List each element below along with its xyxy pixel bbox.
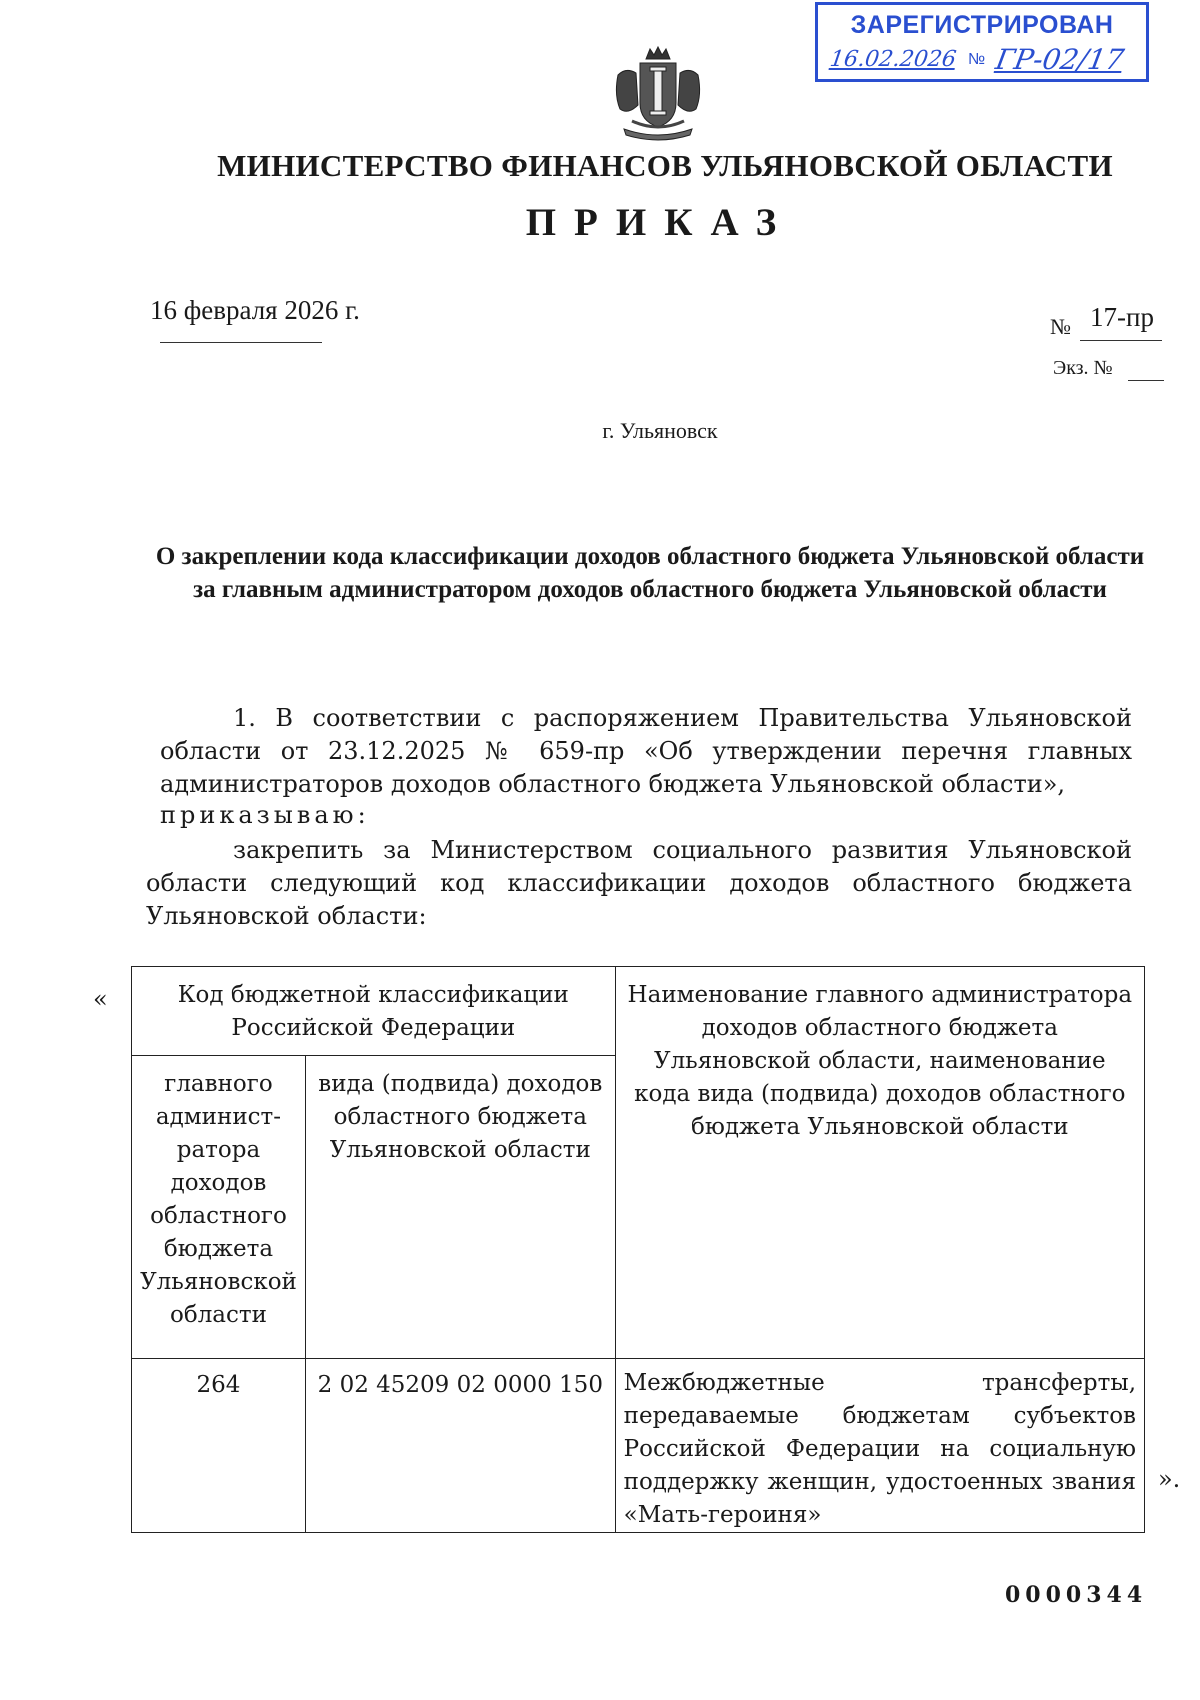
number-underline [1080,340,1162,341]
copy-number-underline [1128,380,1164,381]
table-row [132,1359,1145,1533]
form-serial-number: 0000344 [1005,1582,1148,1608]
order-number-sign: № [1050,314,1071,339]
ministry-title: МИНИСТЕРСТВО ФИНАНСОВ УЛЬЯНОВСКОЙ ОБЛАСТИ [217,148,1113,183]
stamp-reg-number: ГР-02/17 [993,43,1127,76]
coat-of-arms-icon [598,45,718,145]
stamp-number-sign: № [968,51,986,68]
classification-table [131,966,1145,1533]
cell-admin-code: 264 [132,1359,306,1533]
stamp-title: ЗАРЕГИСТРИРОВАН [850,11,1114,39]
registration-stamp [815,2,1149,82]
stamp-date: 16.02.2026 [828,47,958,72]
paragraph-1: 1. В соответствии с распоряжением Правительства Ульяновской области от 23.12.2025 № 659-пр «Об утверждении перечня главных администраторов доходов областного бюджета Ульяновской области», [160,704,1132,798]
cell-income-name: Межбюджетные трансферты, передаваемые бюджетам субъектов Российской Федерации на социальную поддержку женщин, удостоенных звания «Мать-героиня» [615,1359,1144,1533]
date-underline [160,342,322,343]
document-type-title: ПРИКАЗ [525,201,795,244]
cell-kind-code: 2 02 45209 02 0000 150 [305,1359,615,1533]
city: г. Ульяновск [602,418,718,443]
header-kind-code: вида (подвида) доходов областного бюджета Ульяновской области [305,1056,615,1359]
quote-close: ». [1158,1465,1181,1493]
header-admin-code: главного админист-ратора доходов областного бюджета Ульяновской области [132,1056,306,1359]
copy-number-label: Экз. № [1053,357,1113,379]
header-budget-classification-code: Код бюджетной классификации Российской Федерации [132,967,616,1056]
header-administrator-name: Наименование главного администратора доходов областного бюджета Ульяновской области, наименование кода вида (подвида) доходов областного бюджета Ульяновской области [615,967,1144,1359]
paragraph-2: закрепить за Министерством социального развития Ульяновской области следующий код классификации доходов областного бюджета Ульяновской области: [146,836,1132,930]
quote-open: « [93,985,108,1013]
table-header-row-1 [132,967,1145,1056]
order-date: 16 февраля 2026 г. [150,295,360,325]
order-subject: О закреплении кода классификации доходов областного бюджета Ульяновской области за главным администратором доходов областного бюджета Ульяновской области [155,543,1145,603]
order-number: 17-пр [1090,302,1154,332]
order-verb: приказываю: [160,801,370,829]
